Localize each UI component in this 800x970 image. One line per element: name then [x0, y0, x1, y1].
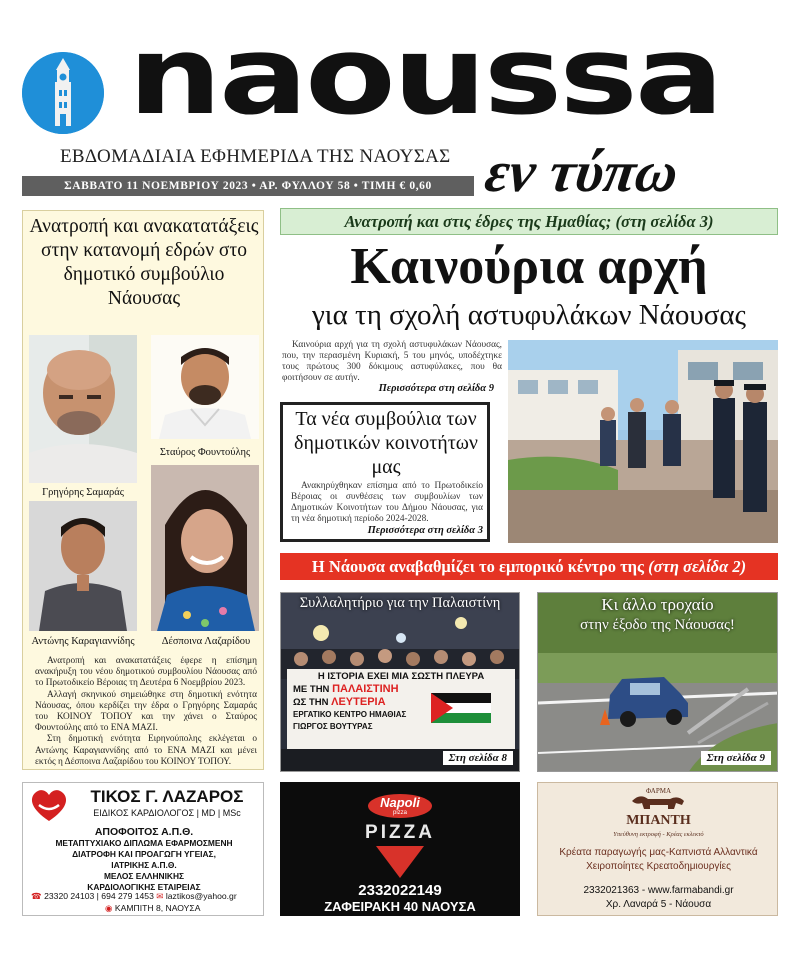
police-school-photo	[508, 340, 778, 543]
rally-banner	[287, 671, 515, 733]
farm-tagline: Υπεύθυνη εκτροφή - Κρέας εκλεκτό	[613, 831, 704, 838]
ad-cardiologist-contact	[31, 891, 263, 902]
palestine-tile-ref[interactable]: Στη σελίδα 8	[443, 751, 513, 765]
farm-contact[interactable]: 2332021363 - www.farmabandi.gr	[583, 885, 734, 896]
palestine-tile-title: Συλλαλητήριο για την Παλαιστίνη	[299, 595, 501, 611]
dateline: ΣΑΒΒΑΤΟ 11 ΝΟΕΜΒΡΙΟΥ 2023 • ΑΡ. ΦΥΛΛΟΥ 58 • ΤΙΜΗ € 0,60	[22, 176, 474, 196]
ad-line: ΑΠΟΦΟΙΤΟΣ Α.Π.Θ.	[94, 826, 194, 838]
main-story-more-link[interactable]: Περισσότερα στη σελίδα 9	[378, 383, 494, 394]
farm-brand: ΜΠΑΝΤΗ	[626, 813, 691, 828]
commercial-centre-banner	[280, 553, 778, 580]
main-story-lead: Καινούρια αρχή για τη σχολή αστυφυλάκων Νάουσας, που, την περασμένη Κυριακή, 5 του μηνός, υποδέχτηκε τους πρώτους 300 δόκιμους αστυφύλακες, που θα φοιτήσουν σε αυτήν.	[282, 340, 502, 383]
mail-icon: ✉	[156, 891, 164, 901]
rally-banner-line: ΛΕΥΤΕΡΙΑ	[331, 696, 386, 708]
left-story-paragraph: Ανατροπή και ανακατατάξεις έφερε η επίσημη ανακήρυξη του νέου δημοτικού συμβουλίου Νάουσας από το Πρωτοδικείο Βέροιας τη Δευτέρα 6 Νοεμβρίου 2023.	[35, 656, 257, 689]
box-article-more-link[interactable]: Περισσότερα στη σελίδα 3	[367, 525, 483, 536]
banner-ref: (στη σελίδα 2)	[648, 557, 747, 576]
caption-fountoulis: Σταύρος Φουντούλης	[159, 447, 251, 458]
farm-line2: Χειροποίητες Κρεατοδημιουργίες	[586, 861, 731, 872]
ad-line: ΔΙΑΤΡΟΦΗ ΚΑΙ ΠΡΟΑΓΩΓΗ ΥΓΕΙΑΣ,	[72, 849, 216, 859]
left-story-headline: Ανατροπή και ανακατατάξεις στην κατανομή εδρών στο δημοτικό συμβούλιο Νάουσας	[29, 216, 259, 309]
pizza-brand: Napoli	[380, 795, 420, 810]
left-story-paragraph: Αλλαγή σκηνικού σημειώθηκε στη δημοτική ενότητα Νάουσας, όπου κερδίζει την έδρα ο Γρηγόρης Σαμαράς του ΚΟΙΝΟΥ ΤΟΠΟΥ και την χάνει ο Σταύρος Φουντούλης από το ΕΝΑ ΜΑΖΙ.	[35, 689, 257, 734]
ad-cardiologist[interactable]	[22, 782, 264, 916]
accident-tile-title-line1: Κι άλλο τροχαίο	[601, 595, 714, 614]
box-article-title: Τα νέα συμβούλια των δημοτικών κοινοτήτων μας	[294, 408, 478, 478]
accident-tile-title-line2: στην έξοδο της Νάουσας!	[580, 617, 735, 633]
pizza-brand-small: pizza	[392, 810, 407, 816]
farm-line1: Κρέατα παραγωγής μας-Καπνιστά Αλλαντικά	[559, 847, 758, 858]
phone-icon: ☎	[31, 891, 42, 901]
portrait-photo-lazaridou	[151, 465, 259, 631]
ad-cardiologist-phones[interactable]: 23320 24103 | 694 279 1453	[44, 891, 154, 901]
pizza-word: PIZZA	[365, 822, 435, 843]
farm-address: Χρ. Λαναρά 5 - Νάουσα	[605, 899, 712, 910]
pizza-phone[interactable]: 2332022149	[358, 882, 442, 899]
masthead-title: naoussa	[128, 12, 721, 140]
car-accident-tile	[537, 592, 778, 772]
accident-tile-ref[interactable]: Στη σελίδα 9	[701, 751, 771, 765]
portrait-photo-fountoulis	[151, 335, 259, 439]
rally-banner-line: ΜΕ ΤΗΝ	[293, 684, 330, 695]
ad-line: ΜΕΤΑΠΤΥΧΙΑΚΟ ΔΙΠΛΩΜΑ ΕΦΑΡΜΟΣΜΕΝΗ	[55, 838, 233, 848]
palestine-rally-tile	[280, 592, 520, 772]
farm-brand-top: ΦΑΡΜΑ	[645, 787, 671, 795]
rally-banner-line: ΓΙΩΡΓΟΣ ΒΟΥΤΥΡΑΣ	[293, 722, 373, 731]
masthead-subtitle: ΕΒΔΟΜΑΔΙΑΙΑ ΕΦΗΜΕΡΙΔΑ ΤΗΣ ΝΑΟΥΣΑΣ	[60, 146, 451, 167]
location-pin-icon: ◉	[105, 903, 113, 913]
ad-cardiologist-address-row	[105, 903, 200, 914]
caption-karagiannidis: Αντώνης Καραγιαννίδης	[31, 636, 135, 647]
rally-banner-line: ΩΣ ΤΗΝ	[293, 697, 329, 708]
pizza-address: ΖΑΦΕΙΡΑΚΗ 40 ΝΑΟΥΣΑ	[324, 899, 476, 914]
portrait-photo-samaras	[29, 335, 137, 483]
accident-tile-title	[538, 595, 777, 635]
ad-cardiologist-name: ΤΙΚΟΣ Γ. ΛΑΖΑΡΟΣ	[90, 787, 244, 806]
ad-cardiologist-specialty: ΕΙΔΙΚΟΣ ΚΑΡΔΙΟΛΟΓΟΣ | MD | MSc	[93, 808, 241, 818]
ad-line: ΙΑΤΡΙΚΗΣ Α.Π.Θ.	[111, 860, 177, 870]
rally-banner-line: Η ΙΣΤΟΡΙΑ ΕΧΕΙ ΜΙΑ ΣΩΣΤΗ ΠΛΕΥΡΑ	[317, 671, 485, 682]
ad-farm[interactable]	[537, 782, 778, 916]
portrait-photo-karagiannidis	[29, 501, 137, 631]
ad-cardiologist-address: ΚΑΜΠΙΤΗ 8, ΝΑΟΥΣΑ	[114, 903, 201, 913]
ad-pizza[interactable]	[280, 782, 520, 916]
ad-cardiologist-credentials	[27, 827, 261, 893]
councils-box-article	[280, 402, 490, 542]
main-headline: Καινούρια αρχή	[350, 238, 708, 295]
ad-line: ΜΕΛΟΣ ΕΛΛΗΝΙΚΗΣ	[103, 871, 185, 881]
left-story-paragraph: Στη δημοτική ενότητα Ειρηνούπολης εκλέγεται ο Αντώνης Καραγιαννίδης από το ΕΝΑ ΜΑΖΙ και μένει εκτός η Δέσποινα Λαζαρίδου του ΚΟΙΝΟΥ ΤΟΠΟΥ.	[35, 734, 257, 767]
heart-hands-icon	[29, 787, 69, 823]
left-story-body	[35, 656, 257, 768]
main-subheadline: για τη σχολή αστυφυλάκων Νάουσας	[311, 299, 747, 331]
left-story	[22, 210, 264, 770]
caption-samaras: Γρηγόρης Σαμαράς	[42, 487, 124, 498]
banner-text: Η Νάουσα αναβαθμίζει το εμπορικό κέντρο της	[311, 557, 645, 576]
caption-lazaridou: Δέσποινα Λαζαρίδου	[161, 636, 251, 647]
rally-banner-line: ΕΡΓΑΤΙΚΟ ΚΕΝΤΡΟ ΗΜΑΘΙΑΣ	[293, 710, 407, 719]
kicker-banner: Ανατροπή και στις έδρες της Ημαθίας; (στη σελίδα 3)	[280, 208, 778, 235]
ad-line: ΚΑΡΔΙΟΛΟΓΙΚΗΣ ΕΤΑΙΡΕΙΑΣ	[87, 882, 201, 892]
logo-icon	[22, 52, 104, 134]
ad-cardiologist-email[interactable]: laztikos@yahoo.gr	[165, 891, 237, 901]
masthead-tagline: εν τύπω	[481, 139, 683, 204]
rally-banner-line: ΠΑΛΑΙΣΤΙΝΗ	[332, 683, 399, 695]
box-article-body: Ανακηρύχθηκαν επίσημα από το Πρωτοδικείο Βέροιας οι συνθέσεις των συμβουλίων των Δημοτικών Κοινοτήτων του Δήμου Νάουσας, για τη νέα δημοτική περίοδο 2024-2028.	[291, 481, 483, 524]
